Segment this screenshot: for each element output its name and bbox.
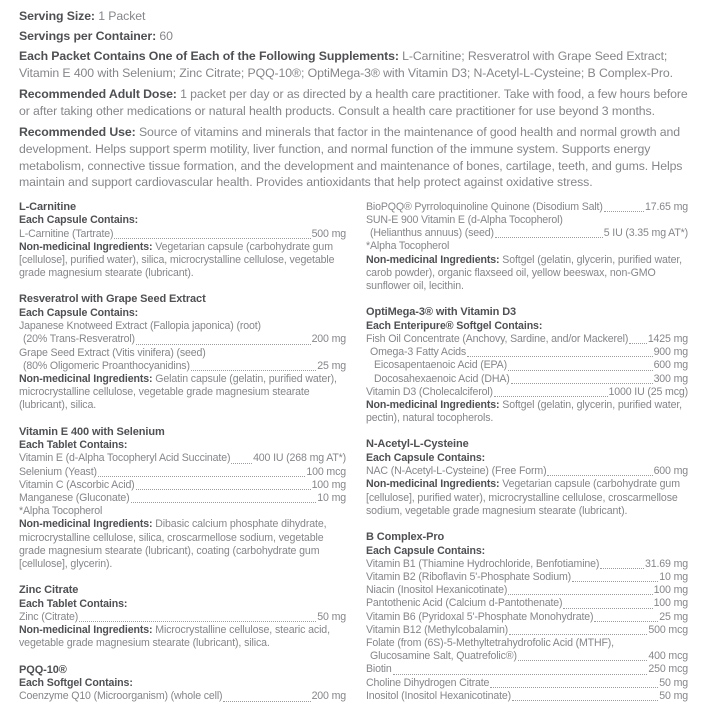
ingredient-name: SUN-E 900 Vitamin E (d-Alpha Tocopherol) xyxy=(366,213,563,226)
ingredient-name: Vitamin B2 (Riboflavin 5'-Phosphate Sodium) xyxy=(366,571,572,583)
supplement-subtitle: Each Tablet Contains: xyxy=(19,597,128,610)
supplement-subtitle: Each Enteripure® Softgel Contains: xyxy=(366,319,543,332)
ingredient-rows xyxy=(366,333,688,399)
ingredient-amount: 1000 IU (25 mcg) xyxy=(608,385,688,398)
supplement-section xyxy=(366,201,688,293)
nonmedicinal-text: Gelatin capsule (gelatin, purified water), microcrystalline cellulose, vegetable grade magnesium stearate (lubricant), silica. xyxy=(19,372,337,412)
dot-leader-icon xyxy=(79,621,316,622)
dot-leader-icon xyxy=(512,700,658,701)
dot-leader-icon xyxy=(604,211,644,212)
ingredient-name: Choline Dihydrogen Citrate xyxy=(366,676,490,689)
supplement-section xyxy=(19,201,346,281)
ingredient-row xyxy=(19,360,346,373)
ingredient-row xyxy=(366,373,688,386)
ingredient-name: *Alpha Tocopherol xyxy=(366,240,450,253)
nonmedicinal-text: Microcrystalline cellulose, stearic acid, vegetable grade magnesium stearate (lubricant), silica. xyxy=(19,624,330,650)
ingredient-amount: 50 mg xyxy=(659,689,688,702)
servings-per-container-label: Servings per Container: xyxy=(19,29,157,43)
dot-leader-icon xyxy=(547,475,652,476)
supplement-title: L-Carnitine xyxy=(19,200,76,213)
ingredient-name: (80% Oligomeric Proanthocyanidins) xyxy=(23,359,190,372)
ingredient-row xyxy=(366,227,688,240)
recommended-dose-paragraph xyxy=(19,86,699,119)
nonmedicinal-label: Non-medicinal Ingredients: xyxy=(366,253,500,266)
dot-leader-icon xyxy=(629,343,647,344)
ingredient-amount: 100 mcg xyxy=(306,465,346,478)
dot-leader-icon xyxy=(98,476,306,477)
ingredient-row xyxy=(19,690,346,703)
ingredient-row xyxy=(366,690,688,703)
dot-leader-icon xyxy=(494,396,608,397)
dot-leader-icon xyxy=(131,502,317,503)
ingredient-row xyxy=(19,228,346,241)
dot-leader-icon xyxy=(518,660,648,661)
nonmedicinal-label: Non-medicinal Ingredients: xyxy=(19,240,153,253)
ingredient-row xyxy=(366,571,688,584)
ingredient-row xyxy=(366,386,688,399)
ingredient-row xyxy=(19,333,346,346)
ingredient-row xyxy=(19,466,346,479)
ingredient-row xyxy=(19,320,346,333)
recommended-use-paragraph xyxy=(19,124,699,190)
ingredient-rows xyxy=(19,690,346,703)
ingredient-amount: 600 mg xyxy=(653,465,688,478)
ingredient-name: Coenzyme Q10 (Microorganism) (whole cell) xyxy=(19,690,223,703)
nonmedicinal-text: Dibasic calcium phosphate dihydrate, microcrystalline cellulose, silica, croscarmellose sodium, vegetable grade magnesium stearate (lubricant), coating (carbohydrate gum [cellulose], glycerin). xyxy=(19,518,327,570)
packet-contents-text: L-Carnitine; Resveratrol with Grape Seed Extract; Vitamin E 400 with Selenium; Zinc Citrate; PQQ-10®; OptiMega-3® with Vitamin D3; N-Acetyl-L-Cysteine; B Complex-Pro. xyxy=(19,49,673,80)
ingredient-amount: 300 mg xyxy=(653,372,688,385)
ingredient-name: Vitamin C (Ascorbic Acid) xyxy=(19,478,135,491)
ingredient-row xyxy=(366,597,688,610)
ingredient-name: Manganese (Gluconate) xyxy=(19,491,130,504)
nonmedicinal-ingredients xyxy=(366,254,688,294)
ingredient-amount: 10 mg xyxy=(317,491,346,504)
dot-leader-icon xyxy=(511,383,653,384)
ingredient-amount: 500 mg xyxy=(311,227,346,240)
ingredient-row xyxy=(366,624,688,637)
ingredient-name: NAC (N-Acetyl-L-Cysteine) (Free Form) xyxy=(366,465,547,478)
ingredient-amount: 600 mg xyxy=(653,359,688,372)
ingredient-name: Zinc (Citrate) xyxy=(19,611,79,623)
ingredient-name: Niacin (Inositol Hexanicotinate) xyxy=(366,584,508,597)
ingredient-row xyxy=(366,214,688,227)
supplement-title: Zinc Citrate xyxy=(19,584,79,597)
ingredient-row xyxy=(366,637,688,650)
ingredient-row xyxy=(19,611,346,624)
ingredient-row xyxy=(366,663,688,676)
nonmedicinal-text: Vegetarian capsule (carbohydrate gum [cellulose], purified water), silica, microcrystalline cellulose, vegetable grade magnesium stearate (lubricant). xyxy=(19,240,335,280)
nonmedicinal-ingredients xyxy=(19,241,346,281)
ingredient-name: (20% Trans-Resveratrol) xyxy=(23,333,135,346)
ingredient-rows xyxy=(19,228,346,241)
ingredient-row xyxy=(19,347,346,360)
supplement-subtitle: Each Capsule Contains: xyxy=(366,544,486,557)
dot-leader-icon xyxy=(572,581,658,582)
dot-leader-icon xyxy=(114,238,310,239)
supplement-title: N-Acetyl-L-Cysteine xyxy=(366,438,469,451)
ingredient-amount: 500 mcg xyxy=(648,623,688,636)
ingredient-name: Pantothenic Acid (Calcium d-Pantothenate) xyxy=(366,597,563,610)
ingredient-amount: 900 mg xyxy=(653,346,688,359)
nonmedicinal-text: Softgel (gelatin, glycerin, purified water, pectin), natural tocopherols. xyxy=(366,398,682,425)
ingredient-amount: 50 mg xyxy=(317,611,346,623)
ingredient-amount: 25 mg xyxy=(317,359,346,372)
ingredient-name: Selenium (Yeast) xyxy=(19,465,97,478)
dot-leader-icon xyxy=(509,634,647,635)
ingredient-name: Japanese Knotweed Extract (Fallopia japonica) (root) xyxy=(19,320,261,333)
supplements-column-left xyxy=(19,201,346,717)
ingredient-rows xyxy=(19,611,346,624)
nonmedicinal-ingredients xyxy=(19,373,346,413)
dot-leader-icon xyxy=(508,594,652,595)
servings-per-container-line xyxy=(19,28,699,45)
supplement-subtitle: Each Softgel Contains: xyxy=(19,677,133,690)
ingredient-amount: 400 mcg xyxy=(648,650,688,663)
supplement-subtitle: Each Tablet Contains: xyxy=(19,439,128,452)
ingredient-name: (Helianthus annuus) (seed) xyxy=(370,227,494,240)
supplement-section xyxy=(19,584,346,650)
ingredient-row xyxy=(366,240,688,253)
nonmedicinal-text: Vegetarian capsule (carbohydrate gum [cellulose], purified water), microcrystalline cellulose, croscarmellose sodium, vegetable grade magnesium stearate (lubricant). xyxy=(366,478,680,517)
nonmedicinal-label: Non-medicinal Ingredients: xyxy=(19,372,153,385)
ingredient-row xyxy=(366,650,688,663)
serving-size-label: Serving Size: xyxy=(19,9,95,23)
ingredient-amount: 17.65 mg xyxy=(645,200,688,213)
recommended-dose-text: 1 packet per day or as directed by a health care practitioner. Take with food, a few hours before or after taking other medications or natural health products. Consult a health care practitioner for use beyond 3 months. xyxy=(19,87,688,118)
supplement-subtitle: Each Capsule Contains: xyxy=(19,214,139,227)
ingredient-row xyxy=(366,359,688,372)
serving-size-value: 1 Packet xyxy=(94,9,146,23)
dot-leader-icon xyxy=(393,674,648,675)
ingredient-row xyxy=(366,677,688,690)
nonmedicinal-ingredients xyxy=(366,478,688,518)
ingredient-name: L-Carnitine (Tartrate) xyxy=(19,227,114,240)
nonmedicinal-label: Non-medicinal Ingredients: xyxy=(366,398,500,411)
dot-leader-icon xyxy=(231,463,252,464)
dot-leader-icon xyxy=(563,608,652,609)
ingredient-rows xyxy=(366,558,688,703)
label-header xyxy=(19,8,699,191)
ingredient-amount: 50 mg xyxy=(659,676,688,689)
ingredient-row xyxy=(366,558,688,571)
dot-leader-icon xyxy=(594,621,658,622)
supplement-title: PQQ-10® xyxy=(19,663,67,676)
ingredient-amount: 5 IU (3.35 mg AT*) xyxy=(603,227,688,240)
nonmedicinal-label: Non-medicinal Ingredients: xyxy=(19,518,153,531)
ingredient-amount: 100 mg xyxy=(653,584,688,597)
ingredient-rows xyxy=(366,465,688,478)
serving-size-line xyxy=(19,8,699,25)
supplement-section xyxy=(366,531,688,703)
supplement-section xyxy=(19,426,346,572)
ingredient-name: BioPQQ® Pyrroloquinoline Quinone (Disodium Salt) xyxy=(366,200,603,213)
ingredient-row xyxy=(19,452,346,465)
dot-leader-icon xyxy=(136,489,311,490)
dot-leader-icon xyxy=(490,687,658,688)
ingredient-amount: 250 mcg xyxy=(648,663,688,676)
ingredient-row xyxy=(19,479,346,492)
ingredient-name: Eicosapentaenoic Acid (EPA) xyxy=(374,359,507,372)
supplement-title: B Complex-Pro xyxy=(366,531,445,543)
ingredient-amount: 200 mg xyxy=(311,333,346,346)
dot-leader-icon xyxy=(136,344,311,345)
supplement-title: Vitamin E 400 with Selenium xyxy=(19,425,165,438)
servings-per-container-value: 60 xyxy=(156,29,173,43)
nonmedicinal-label: Non-medicinal Ingredients: xyxy=(19,624,153,637)
nonmedicinal-ingredients xyxy=(366,399,688,425)
dot-leader-icon xyxy=(600,568,644,569)
ingredient-row xyxy=(366,465,688,478)
dot-leader-icon xyxy=(495,237,603,238)
supplement-section xyxy=(19,664,346,704)
dot-leader-icon xyxy=(467,356,652,357)
recommended-dose-label: Recommended Adult Dose: xyxy=(19,87,177,102)
ingredient-name: Vitamin B1 (Thiamine Hydrochloride, Benfotiamine) xyxy=(366,557,600,570)
ingredient-amount: 100 mg xyxy=(311,478,346,491)
ingredient-row xyxy=(19,505,346,518)
dot-leader-icon xyxy=(223,701,310,702)
ingredient-name: Vitamin B6 (Pyridoxal 5'-Phosphate Monohydrate) xyxy=(366,610,594,623)
ingredient-amount: 31.69 mg xyxy=(645,557,688,570)
ingredient-name: Inositol (Inositol Hexanicotinate) xyxy=(366,689,512,702)
ingredient-amount: 25 mg xyxy=(659,610,688,623)
ingredient-amount: 1425 mg xyxy=(647,332,688,345)
recommended-use-text: Source of vitamins and minerals that factor in the maintenance of good health and normal growth and development. Helps support sperm motility, liver function, and normal function of the immune system. Supports energy metabolism, connective tissue formation, and the development and maintenance of bones, cartilage, teeth, and gums. Helps maintain and support cardiovascular health. Provides antioxidants that help protect against oxidative stress. xyxy=(19,125,683,190)
packet-contents-paragraph xyxy=(19,48,699,81)
supplement-columns xyxy=(19,201,699,717)
ingredient-name: Glucosamine Salt, Quatrefolic®) xyxy=(370,650,517,663)
ingredient-name: Omega-3 Fatty Acids xyxy=(370,346,467,359)
ingredient-rows xyxy=(19,452,346,518)
supplements-column-right xyxy=(366,201,688,717)
ingredient-row xyxy=(366,584,688,597)
recommended-use-label: Recommended Use: xyxy=(19,125,136,140)
ingredient-name: Fish Oil Concentrate (Anchovy, Sardine, and/or Mackerel) xyxy=(366,332,629,345)
nonmedicinal-ingredients xyxy=(19,624,346,650)
supplement-title: OptiMega-3® with Vitamin D3 xyxy=(366,306,517,319)
ingredient-row xyxy=(366,333,688,346)
dot-leader-icon xyxy=(191,370,316,371)
nonmedicinal-text: Softgel (gelatin, glycerin, purified water, carob powder), organic flaxseed oil, yellow beeswax, non-GMO sunflower oil, lecithin. xyxy=(366,253,682,292)
ingredient-row xyxy=(366,201,688,214)
nonmedicinal-label: Non-medicinal Ingredients: xyxy=(366,478,500,491)
dot-leader-icon xyxy=(508,370,653,371)
supplement-section xyxy=(366,438,688,518)
supplement-subtitle: Each Capsule Contains: xyxy=(19,306,139,319)
ingredient-name: Folate (from (6S)-5-Methyltetrahydrofolic Acid (MTHF), xyxy=(366,637,614,650)
ingredient-rows xyxy=(19,320,346,373)
supplement-subtitle: Each Capsule Contains: xyxy=(366,451,486,464)
ingredient-name: Grape Seed Extract (Vitis vinifera) (seed) xyxy=(19,346,206,359)
ingredient-row xyxy=(19,492,346,505)
ingredient-name: Vitamin E (d-Alpha Tocopheryl Acid Succinate) xyxy=(19,452,231,465)
ingredient-name: *Alpha Tocopherol xyxy=(19,505,103,518)
ingredient-amount: 200 mg xyxy=(311,690,346,703)
ingredient-name: Vitamin D3 (Cholecalciferol) xyxy=(366,385,493,398)
ingredient-rows xyxy=(366,201,688,254)
ingredient-row xyxy=(366,611,688,624)
ingredient-name: Biotin xyxy=(366,663,392,676)
ingredient-row xyxy=(366,346,688,359)
supplement-section xyxy=(19,293,346,412)
nonmedicinal-ingredients xyxy=(19,518,346,571)
ingredient-amount: 100 mg xyxy=(653,597,688,610)
ingredient-amount: 400 IU (268 mg AT*) xyxy=(253,452,346,465)
packet-contents-label: Each Packet Contains One of Each of the Following Supplements: xyxy=(19,49,399,63)
supplement-title: Resveratrol with Grape Seed Extract xyxy=(19,293,206,306)
supplement-section xyxy=(366,306,688,425)
ingredient-name: Vitamin B12 (Methylcobalamin) xyxy=(366,623,509,636)
ingredient-amount: 10 mg xyxy=(659,571,688,583)
ingredient-name: Docosahexaenoic Acid (DHA) xyxy=(374,372,510,385)
